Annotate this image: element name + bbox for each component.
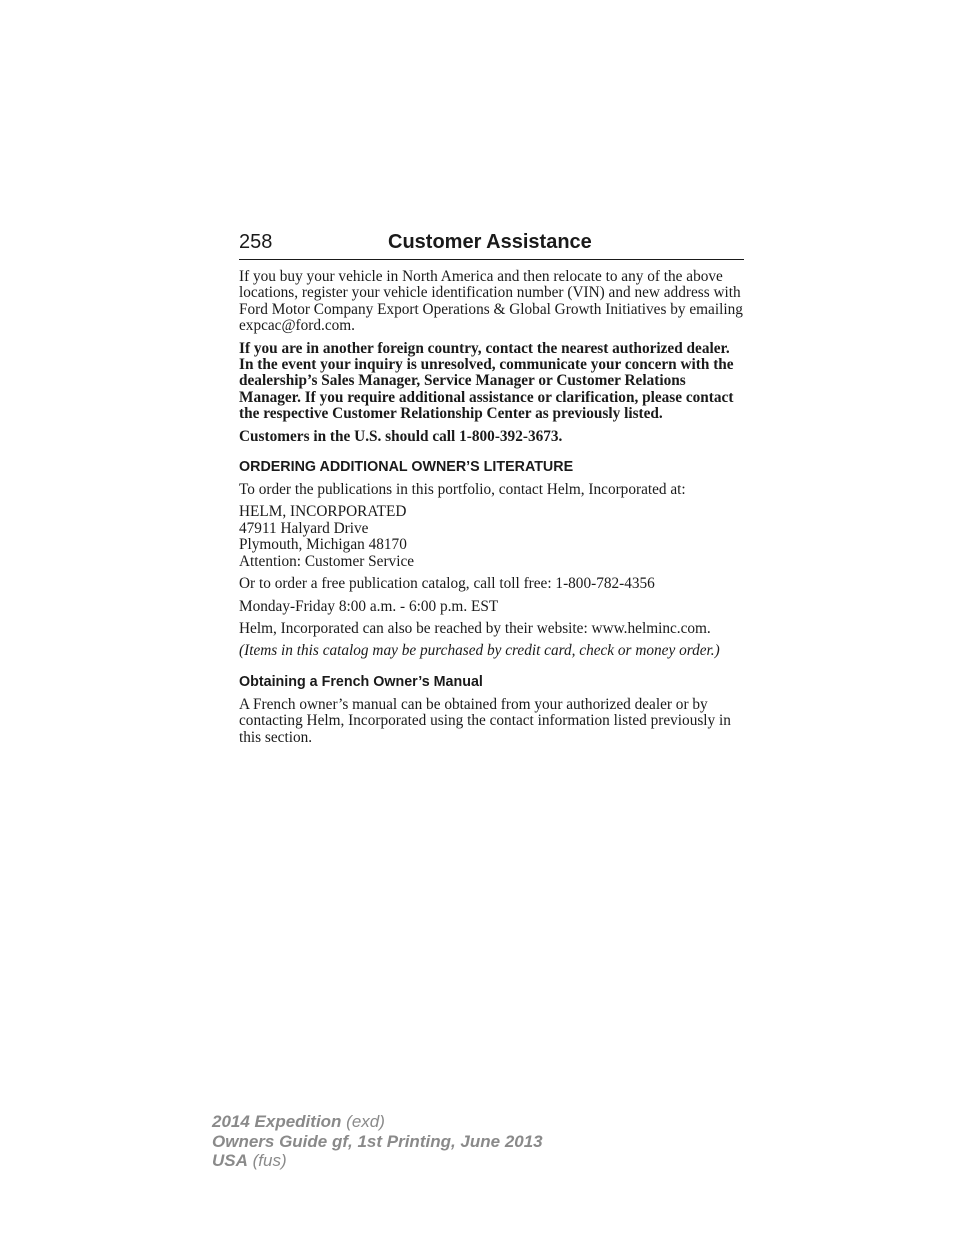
footer-line xyxy=(212,1112,543,1132)
section-title: Customer Assistance xyxy=(388,231,592,253)
page-footer xyxy=(212,1112,543,1171)
footer-printing: Owners Guide gf, 1st Printing, June 2013 xyxy=(212,1131,543,1151)
heading-ordering-literature: ORDERING ADDITIONAL OWNER’S LITERATURE xyxy=(239,459,574,476)
body-text xyxy=(239,269,744,746)
address-block xyxy=(239,504,744,570)
paragraph-relocation: If you buy your vehicle in North America and then relocate to any of the above locations, register your vehicle identification number (VIN) and new address with Ford Motor Company Export Operations & Global Growth Initiatives by emailing expcac@ford.com. xyxy=(239,268,743,335)
paragraph-catalog-phone: Or to order a free publication catalog, call toll free: 1-800-782-4356 xyxy=(239,575,655,593)
page-header xyxy=(239,230,744,260)
footer-line xyxy=(212,1151,543,1171)
paragraph-us-phone: Customers in the U.S. should call 1-800-392-3673. xyxy=(239,427,563,445)
paragraph-website: Helm, Incorporated can also be reached by their website: www.helminc.com. xyxy=(239,619,711,637)
paragraph-order-publications: To order the publications in this portfolio, contact Helm, Incorporated at: xyxy=(239,481,686,499)
paragraph-hours: Monday-Friday 8:00 a.m. - 6:00 p.m. EST xyxy=(239,597,499,615)
footer-model-code: (exd) xyxy=(341,1112,385,1131)
paragraph-payment-note: (Items in this catalog may be purchased by credit card, check or money order.) xyxy=(239,642,720,660)
footer-region: USA xyxy=(212,1151,248,1170)
footer-model: 2014 Expedition xyxy=(212,1112,342,1131)
address-line: Plymouth, Michigan 48170 xyxy=(239,536,407,554)
heading-french-manual: Obtaining a French Owner’s Manual xyxy=(239,673,483,690)
address-line: Attention: Customer Service xyxy=(239,552,415,570)
paragraph-french-manual: A French owner’s manual can be obtained from your authorized dealer or by contacting Helm, Incorporated using the contact information listed previously in this section. xyxy=(239,695,731,746)
address-line: 47911 Halyard Drive xyxy=(239,519,369,537)
paragraph-foreign-country: If you are in another foreign country, contact the nearest authorized dealer. In the event your inquiry is unresolved, communicate your concern with the dealership’s Sales Manager, Service Manager or Customer Relations Manager. If you require additional assistance or clarification, please contact the respective Customer Relationship Center as previously listed. xyxy=(239,339,734,423)
page-number: 258 xyxy=(239,231,273,253)
address-line: HELM, INCORPORATED xyxy=(239,503,407,521)
footer-region-code: (fus) xyxy=(247,1151,287,1170)
page-content xyxy=(239,230,744,752)
